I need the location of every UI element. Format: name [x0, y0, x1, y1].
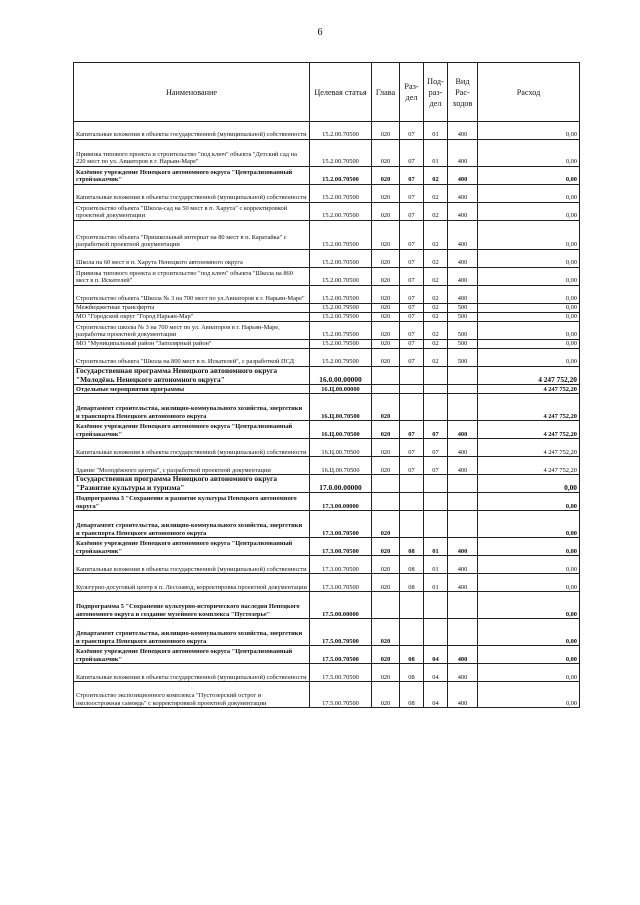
cell-subsection: 04	[424, 682, 448, 708]
cell-name: Строительство объекта "Школа № 3 на 700 мест по ул.Авиаторов в г. Нарьян-Маре"	[74, 286, 310, 304]
cell-section	[400, 493, 424, 511]
cell-chapter: 020	[372, 619, 400, 646]
table-row	[74, 340, 580, 349]
cell-section: 08	[400, 538, 424, 556]
cell-target: 15.2.00.70500	[310, 185, 372, 203]
table-row	[74, 140, 580, 167]
cell-subsection	[424, 493, 448, 511]
table-row	[74, 322, 580, 340]
cell-amount: 0,00	[478, 250, 580, 268]
cell-subsection	[424, 475, 448, 493]
cell-subsection	[424, 619, 448, 646]
cell-chapter: 020	[372, 349, 400, 367]
table-row	[74, 385, 580, 394]
cell-section: 08	[400, 664, 424, 682]
cell-subsection: 02	[424, 167, 448, 185]
cell-expense-type: 400	[448, 457, 478, 475]
cell-section: 08	[400, 574, 424, 592]
cell-section: 07	[400, 185, 424, 203]
cell-expense-type: 400	[448, 574, 478, 592]
cell-expense-type: 500	[448, 349, 478, 367]
table-row	[74, 394, 580, 421]
cell-expense-type: 400	[448, 167, 478, 185]
cell-expense-type: 500	[448, 304, 478, 313]
cell-name: Капитальные вложения в объекты государственной (муниципальной) собственности	[74, 556, 310, 574]
cell-amount: 0,00	[478, 185, 580, 203]
cell-amount: 0,00	[478, 493, 580, 511]
cell-name: Капитальные вложения в объекты государственной (муниципальной) собственности	[74, 185, 310, 203]
cell-target: 16.Ц.00.00000	[310, 385, 372, 394]
cell-name: Строительство объекта "Школа на 800 мест в п. Искателей", с разработкой ПСД	[74, 349, 310, 367]
cell-target: 16.Ц.00.70500	[310, 439, 372, 457]
header-expense-type: Вид Рас-ходов	[448, 63, 478, 122]
cell-name: Привязка типового проекта и строительство "под ключ" объекта "Школа на 860 мест в п. Искателей"	[74, 268, 310, 286]
table-row	[74, 682, 580, 708]
cell-subsection	[424, 592, 448, 619]
cell-amount: 0,00	[478, 556, 580, 574]
table-row	[74, 313, 580, 322]
cell-amount: 0,00	[478, 340, 580, 349]
cell-subsection: 07	[424, 421, 448, 439]
table-row	[74, 367, 580, 385]
cell-name: Казённое учреждение Ненецкого автономного округа "Централизованный стройзаказчик"	[74, 538, 310, 556]
cell-subsection: 01	[424, 556, 448, 574]
cell-amount: 4 247 752,20	[478, 421, 580, 439]
cell-target: 17.3.00.70500	[310, 538, 372, 556]
cell-expense-type	[448, 475, 478, 493]
cell-section	[400, 592, 424, 619]
table-row	[74, 493, 580, 511]
cell-section: 07	[400, 167, 424, 185]
table-row	[74, 592, 580, 619]
cell-amount: 4 247 752,20	[478, 385, 580, 394]
cell-target: 15.2.00.70500	[310, 221, 372, 250]
cell-subsection: 04	[424, 646, 448, 664]
cell-chapter: 020	[372, 538, 400, 556]
cell-expense-type	[448, 385, 478, 394]
cell-name: Департамент строительства, жилищно-коммунального хозяйства, энергетики и транспорта Ненецкого автономного округа	[74, 511, 310, 538]
cell-amount: 0,00	[478, 286, 580, 304]
cell-target: 17.5.00.70500	[310, 646, 372, 664]
table-row	[74, 457, 580, 475]
cell-name: Казённое учреждение Ненецкого автономного округа "Централизованный стройзаказчик"	[74, 421, 310, 439]
cell-chapter: 020	[372, 313, 400, 322]
cell-amount: 0,00	[478, 511, 580, 538]
header-amount: Расход	[478, 63, 580, 122]
cell-expense-type: 400	[448, 122, 478, 140]
cell-subsection: 02	[424, 203, 448, 221]
table-row	[74, 286, 580, 304]
table-row	[74, 475, 580, 493]
cell-amount: 0,00	[478, 167, 580, 185]
cell-expense-type	[448, 493, 478, 511]
cell-amount: 0,00	[478, 140, 580, 167]
cell-name: Капитальные вложения в объекты государственной (муниципальной) собственности	[74, 664, 310, 682]
cell-name: Подпрограмма 5 "Сохранение культурно-исторического наследия Ненецкого автономного округа и создание музейного комплекса "Пустозерье"	[74, 592, 310, 619]
cell-amount: 0,00	[478, 268, 580, 286]
cell-section	[400, 367, 424, 385]
cell-target: 17.3.00.70500	[310, 511, 372, 538]
cell-chapter: 020	[372, 140, 400, 167]
table-row	[74, 439, 580, 457]
cell-name: Строительство объекта "Пришкольный интернат на 80 мест в п. Каратайка" с разработкой проектной документации	[74, 221, 310, 250]
cell-section: 07	[400, 203, 424, 221]
cell-expense-type: 400	[448, 250, 478, 268]
cell-amount: 4 247 752,20	[478, 457, 580, 475]
table-row	[74, 664, 580, 682]
cell-name: Строительство экспозиционного комплекса "Пустозерский острог и околоострожная самоядь" с корректировкой проектной документации	[74, 682, 310, 708]
cell-amount: 0,00	[478, 619, 580, 646]
table-row	[74, 221, 580, 250]
cell-name: МО "Городской округ "Город Нарьян-Мар"	[74, 313, 310, 322]
cell-section: 07	[400, 268, 424, 286]
cell-expense-type: 400	[448, 421, 478, 439]
cell-target: 15.2.00.70500	[310, 268, 372, 286]
cell-name: Строительство школы № 3 на 700 мест по ул. Авиаторов в г. Нарьян-Маре, разработка проектной документации	[74, 322, 310, 340]
cell-subsection: 07	[424, 457, 448, 475]
cell-amount: 0,00	[478, 203, 580, 221]
cell-section	[400, 394, 424, 421]
cell-amount: 0,00	[478, 682, 580, 708]
cell-section	[400, 475, 424, 493]
cell-target: 17.3.00.00000	[310, 493, 372, 511]
cell-chapter	[372, 367, 400, 385]
cell-expense-type: 400	[448, 439, 478, 457]
cell-chapter	[372, 385, 400, 394]
cell-target: 15.2.00.79500	[310, 322, 372, 340]
cell-subsection: 02	[424, 322, 448, 340]
cell-subsection	[424, 511, 448, 538]
cell-section	[400, 619, 424, 646]
cell-target: 16.Ц.00.70500	[310, 394, 372, 421]
table-row	[74, 646, 580, 664]
cell-amount: 0,00	[478, 349, 580, 367]
cell-subsection: 02	[424, 304, 448, 313]
cell-section: 07	[400, 439, 424, 457]
table-row	[74, 167, 580, 185]
cell-target: 15.2.00.70500	[310, 122, 372, 140]
cell-amount: 0,00	[478, 664, 580, 682]
cell-chapter: 020	[372, 556, 400, 574]
cell-subsection: 02	[424, 221, 448, 250]
table-row	[74, 304, 580, 313]
cell-amount: 4 247 752,20	[478, 439, 580, 457]
cell-chapter: 020	[372, 646, 400, 664]
cell-name: Строительство объекта "Школа-сад на 50 мест в п. Харута" с корректировкой проектной документации	[74, 203, 310, 221]
table-body	[74, 122, 580, 708]
cell-chapter: 020	[372, 421, 400, 439]
cell-expense-type: 400	[448, 538, 478, 556]
table-row	[74, 619, 580, 646]
cell-target: 17.5.00.00000	[310, 592, 372, 619]
cell-target: 16.0.00.00000	[310, 367, 372, 385]
cell-chapter: 020	[372, 574, 400, 592]
cell-section: 08	[400, 682, 424, 708]
cell-chapter: 020	[372, 286, 400, 304]
cell-expense-type: 400	[448, 664, 478, 682]
cell-chapter: 020	[372, 203, 400, 221]
cell-name: МО "Муниципальный район "Заполярный район"	[74, 340, 310, 349]
table-row	[74, 250, 580, 268]
cell-subsection: 02	[424, 286, 448, 304]
cell-name: Государственная программа Ненецкого автономного округа "Молодёжь Ненецкого автономного округа"	[74, 367, 310, 385]
table-header-row	[74, 63, 580, 122]
cell-section: 08	[400, 556, 424, 574]
cell-section	[400, 385, 424, 394]
cell-expense-type: 400	[448, 221, 478, 250]
cell-target: 17.5.00.70500	[310, 682, 372, 708]
cell-section: 07	[400, 457, 424, 475]
cell-expense-type: 400	[448, 682, 478, 708]
cell-name: Капитальные вложения в объекты государственной (муниципальной) собственности	[74, 439, 310, 457]
page-number: 6	[317, 27, 323, 38]
cell-section: 07	[400, 313, 424, 322]
cell-subsection: 07	[424, 439, 448, 457]
cell-chapter: 020	[372, 322, 400, 340]
table-row	[74, 556, 580, 574]
cell-chapter: 020	[372, 439, 400, 457]
header-target: Целевая статья	[310, 63, 372, 122]
table-row	[74, 268, 580, 286]
cell-chapter: 020	[372, 304, 400, 313]
cell-section: 07	[400, 349, 424, 367]
cell-name: Межбюджетные трансферты	[74, 304, 310, 313]
cell-subsection: 02	[424, 250, 448, 268]
cell-expense-type: 500	[448, 322, 478, 340]
cell-chapter: 020	[372, 167, 400, 185]
cell-amount: 0,00	[478, 646, 580, 664]
cell-subsection: 02	[424, 268, 448, 286]
cell-name: Здание "Молодёжного центра", с разработкой проектной документации	[74, 457, 310, 475]
cell-section	[400, 511, 424, 538]
cell-subsection: 04	[424, 664, 448, 682]
table-row	[74, 122, 580, 140]
table-row	[74, 574, 580, 592]
cell-subsection: 02	[424, 340, 448, 349]
cell-target: 15.2.00.79500	[310, 304, 372, 313]
cell-amount: 0,00	[478, 304, 580, 313]
cell-target: 17.5.00.70500	[310, 619, 372, 646]
cell-chapter	[372, 475, 400, 493]
cell-subsection: 01	[424, 122, 448, 140]
cell-amount: 0,00	[478, 313, 580, 322]
cell-name: Отдельные мероприятия программы	[74, 385, 310, 394]
cell-amount: 0,00	[478, 475, 580, 493]
cell-subsection: 01	[424, 538, 448, 556]
header-chapter: Глава	[372, 63, 400, 122]
header-section: Раз-дел	[400, 63, 424, 122]
cell-target: 15.2.00.70500	[310, 286, 372, 304]
cell-name: Привязка типового проекта и строительство "под ключ" объекта "Детский сад на 220 мест по ул. Авиаторов в г. Нарьян-Маре"	[74, 140, 310, 167]
cell-chapter: 020	[372, 511, 400, 538]
cell-subsection	[424, 394, 448, 421]
cell-chapter: 020	[372, 122, 400, 140]
cell-name: Государственная программа Ненецкого автономного округа "Развитие культуры и туризма"	[74, 475, 310, 493]
header-name: Наименование	[74, 63, 310, 122]
cell-amount: 0,00	[478, 574, 580, 592]
cell-amount: 0,00	[478, 538, 580, 556]
cell-expense-type	[448, 619, 478, 646]
cell-section: 07	[400, 322, 424, 340]
cell-chapter: 020	[372, 221, 400, 250]
cell-target: 15.2.00.79500	[310, 340, 372, 349]
table-row	[74, 349, 580, 367]
cell-amount: 0,00	[478, 122, 580, 140]
cell-target: 17.5.00.70500	[310, 664, 372, 682]
cell-section: 07	[400, 304, 424, 313]
cell-chapter: 020	[372, 394, 400, 421]
cell-subsection	[424, 367, 448, 385]
cell-name: Подпрограмма 3 "Сохранение и развитие культуры Ненецкого автономного округа"	[74, 493, 310, 511]
cell-name: Департамент строительства, жилищно-коммунального хозяйства, энергетики и транспорта Ненецкого автономного округа	[74, 394, 310, 421]
cell-chapter: 020	[372, 250, 400, 268]
cell-expense-type: 400	[448, 140, 478, 167]
cell-subsection: 02	[424, 313, 448, 322]
cell-expense-type	[448, 511, 478, 538]
cell-subsection	[424, 385, 448, 394]
cell-target: 15.2.00.70500	[310, 140, 372, 167]
cell-amount: 4 247 752,20	[478, 394, 580, 421]
cell-section: 07	[400, 221, 424, 250]
cell-section: 08	[400, 646, 424, 664]
table-row	[74, 203, 580, 221]
cell-target: 17.3.00.70500	[310, 574, 372, 592]
cell-target: 15.2.00.70500	[310, 167, 372, 185]
cell-target: 16.Ц.00.70500	[310, 421, 372, 439]
cell-amount: 0,00	[478, 322, 580, 340]
cell-chapter: 020	[372, 457, 400, 475]
cell-expense-type: 500	[448, 340, 478, 349]
table-row	[74, 421, 580, 439]
cell-section: 07	[400, 250, 424, 268]
cell-expense-type: 400	[448, 185, 478, 203]
cell-subsection: 01	[424, 574, 448, 592]
cell-expense-type: 400	[448, 203, 478, 221]
cell-section: 07	[400, 122, 424, 140]
cell-chapter: 020	[372, 185, 400, 203]
cell-subsection: 01	[424, 140, 448, 167]
cell-expense-type	[448, 394, 478, 421]
cell-expense-type: 500	[448, 313, 478, 322]
cell-amount: 0,00	[478, 592, 580, 619]
budget-table	[73, 62, 580, 708]
cell-target: 17.3.00.70500	[310, 556, 372, 574]
cell-target: 15.2.00.70500	[310, 203, 372, 221]
table-row	[74, 538, 580, 556]
cell-chapter	[372, 493, 400, 511]
cell-name: Школа на 60 мест в п. Харута Ненецкого автономного округа	[74, 250, 310, 268]
cell-chapter: 020	[372, 340, 400, 349]
cell-name: Культурно-досуговый центр в п. Лесозавод, корректировка проектной документации	[74, 574, 310, 592]
cell-section: 07	[400, 340, 424, 349]
cell-chapter: 020	[372, 682, 400, 708]
cell-amount: 4 247 752,20	[478, 367, 580, 385]
cell-chapter: 020	[372, 268, 400, 286]
cell-target: 15.2.00.79500	[310, 349, 372, 367]
cell-target: 15.2.00.79500	[310, 313, 372, 322]
cell-chapter	[372, 592, 400, 619]
cell-expense-type: 400	[448, 286, 478, 304]
cell-subsection: 02	[424, 349, 448, 367]
cell-amount: 0,00	[478, 221, 580, 250]
cell-target: 16.Ц.00.70500	[310, 457, 372, 475]
cell-expense-type	[448, 367, 478, 385]
table-row	[74, 185, 580, 203]
cell-target: 17.0.00.00000	[310, 475, 372, 493]
cell-expense-type: 400	[448, 556, 478, 574]
cell-subsection: 02	[424, 185, 448, 203]
cell-expense-type	[448, 592, 478, 619]
cell-chapter: 020	[372, 664, 400, 682]
cell-expense-type: 400	[448, 646, 478, 664]
cell-expense-type: 400	[448, 268, 478, 286]
cell-name: Казённое учреждение Ненецкого автономного округа "Централизованный стройзаказчик"	[74, 167, 310, 185]
cell-name: Казённое учреждение Ненецкого автономного округа "Централизованный стройзаказчик"	[74, 646, 310, 664]
cell-name: Департамент строительства, жилищно-коммунального хозяйства, энергетики и транспорта Ненецкого автономного округа	[74, 619, 310, 646]
cell-section: 07	[400, 140, 424, 167]
cell-section: 07	[400, 286, 424, 304]
header-subsection: Под-раз-дел	[424, 63, 448, 122]
cell-name: Капитальные вложения в объекты государственной (муниципальной) собственности	[74, 122, 310, 140]
cell-target: 15.2.00.70500	[310, 250, 372, 268]
cell-section: 07	[400, 421, 424, 439]
table-row	[74, 511, 580, 538]
